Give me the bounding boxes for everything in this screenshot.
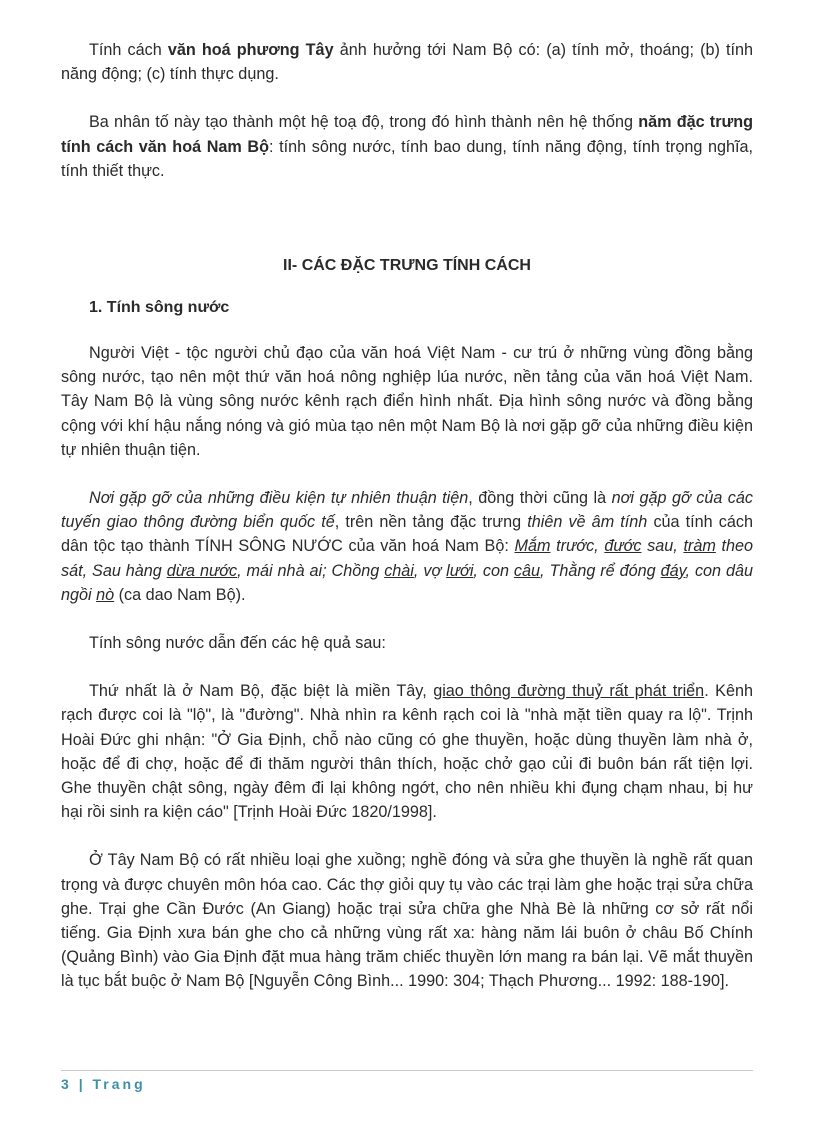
italic-text: , con dâu ngồi xyxy=(61,561,753,604)
text-span: : tính sông nước, tính bao dung, tính năng động, tính trọng nghĩa, tính thiết thực. xyxy=(61,137,753,180)
italic-text: trước, xyxy=(550,537,605,556)
paragraph-five-traits xyxy=(61,110,753,183)
text-span: , trên nền tảng đặc trưng xyxy=(334,513,528,532)
underlined-term: chài xyxy=(384,561,414,580)
text-span: , đồng thời cũng là xyxy=(468,489,612,508)
underlined-term: nò xyxy=(96,585,115,604)
italic-text: sau, xyxy=(641,537,684,556)
text-span: (ca dao Nam Bộ). xyxy=(114,585,246,604)
footer-separator: | xyxy=(78,1076,86,1092)
italic-text: , Thằng rể đóng xyxy=(540,561,661,580)
underlined-term: Mắm xyxy=(514,537,551,556)
page-footer xyxy=(61,1076,146,1092)
underlined-term: giao thông đường thuỷ rất phát triển xyxy=(433,682,705,701)
underlined-term: dừa nước xyxy=(166,561,238,580)
paragraph-waterway-transport xyxy=(61,679,753,824)
italic-text: theo sát, Sau hàng xyxy=(61,537,753,580)
subsection-title: 1. Tính sông nước xyxy=(89,299,230,317)
text-span: Ba nhân tố này tạo thành một hệ toạ độ, trong đó hình thành nên hệ thống xyxy=(89,113,639,132)
section-title: II- CÁC ĐẶC TRƯNG TÍNH CÁCH xyxy=(283,257,531,275)
paragraph-western-culture xyxy=(61,38,753,86)
underlined-term: đước xyxy=(604,537,642,556)
italic-text: , con xyxy=(473,561,514,580)
footer-divider xyxy=(61,1070,753,1071)
paragraph-consequences: Tính sông nước dẫn đến các hệ quả sau: xyxy=(89,634,386,653)
bold-text: văn hoá phương Tây xyxy=(167,41,334,59)
italic-text: thiên về âm tính xyxy=(527,513,648,532)
italic-text: , mái nhà ai xyxy=(237,561,323,580)
underlined-term: câu xyxy=(513,561,541,580)
paragraph-meeting-place xyxy=(61,486,753,607)
text-span: . Kênh rạch được coi là "lộ", là "đường". Nhà nhìn ra kênh rạch coi là "nhà mặt tiền quay ra lộ". Trịnh Hoài Đức ghi nhận: "Ở Gia Định, chỗ nào cũng có ghe thuyền, hoặc dùng thuyền làm nhà ở, hoặc để đi chợ, hoặc để đi thăm người thân thích, hoặc chở gạo củi đi buôn bán rất tiện lợi. Ghe thuyền chật sông, ngày đêm đi lại không ngớt, cho nên nhiều khi đụng chạm nhau, bị hư hại rồi sinh ra kiện cáo" [Trịnh Hoài Đức 1820/1998]. xyxy=(61,682,753,822)
page-content xyxy=(61,38,753,994)
page-number: 3 xyxy=(61,1076,72,1092)
italic-text: Nơi gặp gỡ của những điều kiện tự nhiên thuận tiện xyxy=(89,489,469,508)
text-span: ; Chồng xyxy=(322,561,385,580)
text-span: Thứ nhất là ở Nam Bộ, đặc biệt là miền Tây, xyxy=(89,682,434,701)
underlined-term: tràm xyxy=(683,537,716,556)
text-span: ảnh hưởng tới Nam Bộ có: (a) tính mở, thoáng; (b) tính năng động; (c) tính thực dụng. xyxy=(61,41,754,84)
text-span: Tính cách xyxy=(89,41,168,59)
underlined-term: đáy xyxy=(660,561,686,580)
paragraph-boat-building: Ở Tây Nam Bộ có rất nhiều loại ghe xuồng; nghề đóng và sửa ghe thuyền là nghề rất quan trọng và được chuyên môn hóa cao. Các thợ giỏi quy tụ vào các trại làm ghe hoặc trại sửa chữa ghe. Trại ghe Cần Đước (An Giang) hoặc trại sửa chữa ghe Nhà Bè là những cơ sở rất nổi tiếng. Gia Định xưa bán ghe cho cả những vùng rất xa: hàng năm lái buôn ở châu Bố Chính (Quảng Bình) vào Gia Định đặt mua hàng trăm chiếc thuyền lớn mang ra bán lại. Vẽ mắt thuyền là tục bắt buộc ở Nam Bộ [Nguyễn Công Bình... 1990: 304; Thạch Phương... 1992: 188-190]. xyxy=(61,851,753,991)
text-span: của tính cách dân tộc tạo thành TÍNH SÔNG NƯỚC của văn hoá Nam Bộ: xyxy=(61,513,753,556)
footer-label: Trang xyxy=(92,1076,146,1092)
bold-text: năm đặc trưng tính cách văn hoá Nam Bộ xyxy=(61,113,753,156)
paragraph-river-life: Người Việt - tộc người chủ đạo của văn hoá Việt Nam - cư trú ở những vùng đồng bằng sông nước, tạo nên một thứ văn hoá nông nghiệp lúa nước, nền tảng của văn hoá Việt Nam. Tây Nam Bộ là vùng sông nước kênh rạch điển hình nhất. Địa hình sông nước và đồng bằng cộng với khí hậu nắng nóng và gió mùa tạo nên một Nam Bộ là nơi gặp gỡ của những điều kiện tự nhiên thuận tiện. xyxy=(61,344,753,459)
italic-text: nơi gặp gỡ của các tuyến giao thông đường biển quốc tế xyxy=(61,489,753,532)
italic-text: , vợ xyxy=(413,561,447,580)
underlined-term: lưới xyxy=(446,561,474,580)
